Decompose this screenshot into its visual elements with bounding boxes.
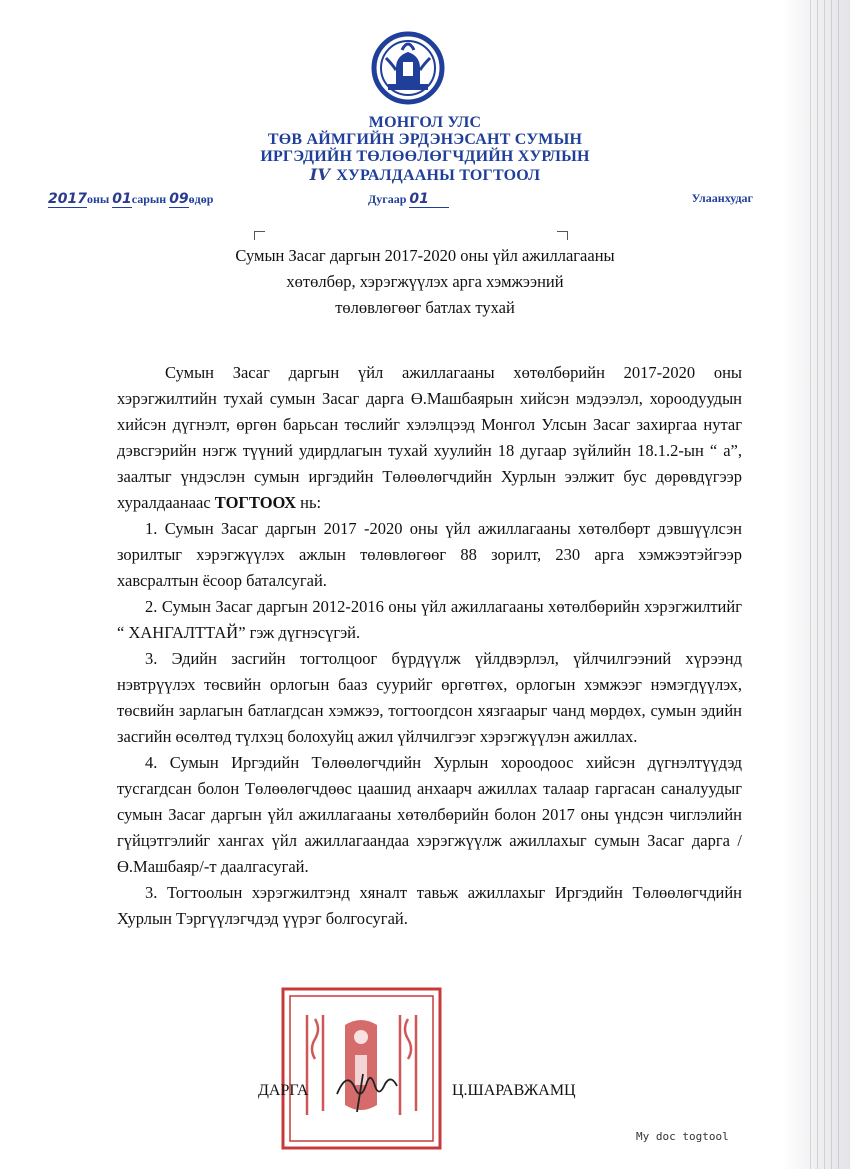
intro-text: Сумын Засаг даргын үйл ажиллагааны хөтөлбөрийн 2017-2020 оны хэрэгжилтийн тухай сумын Засаг дарга Ө.Машбаярын хийсэн мэдээлэл, хороодуудын хийсэн дүгнэлт, өргөн барьсан төслийг хэлэлцээд Монгол Улсын Засаг захиргаа нутаг дэвсгэрийн нэгж түүний удирдлагын тухай хуулийн 18 дугаар зүйлийн 18.1.2-ын “ а”, заалтыг үндэслэн сумын иргэдийн Төлөөлөгчдийн Хурлын ээлжит бус дөрөвдүгээр хуралдаанаас — [117, 363, 742, 512]
item-2: 2. Сумын Засаг даргын 2012-2016 оны үйл ажиллагааны хөтөлбөрийн хэрэгжилтийг “ ХАНГАЛТТАЙ” гэж дүгнэсүгэй. — [117, 597, 742, 642]
day-handwritten: 09 — [169, 191, 189, 207]
header-soum: ТӨВ АЙМГИЙН ЭРДЭНЭСАНТ СУМЫН — [267, 131, 583, 148]
footer-note: My doc togtool — [636, 1130, 729, 1143]
title-line-2: хөтөлбөр, хэрэгжүүлэх арга хэмжээний — [286, 272, 564, 291]
month-handwritten: 01 — [112, 191, 132, 207]
month-suffix: сарын — [131, 192, 167, 206]
title-corner-right — [557, 231, 568, 240]
item-1: 1. Сумын Засаг даргын 2017 -2020 оны үйл ажиллагааны хөтөлбөрт дэвшүүлсэн зорилтыг хэрэгжүүлэх ажлын төлөвлөгөөг 88 зорилт, 230 арга хэмжээтэйгээр хавсралтын ёсоор баталсугай. — [117, 519, 742, 590]
session-number-handwritten: IV — [309, 165, 331, 184]
item-3: 3. Эдийн засгийн тогтолцоог бүрдүүлж үйлдвэрлэл, үйлчилгээний хүрээнд нэвтрүүлэх төсвийн орлогын бааз суурийг өргөтгөх, орлогын хэмжээг нэмэгдүүлэх, төсвийн зарлагын батлагдсан хэмжээ, тогтоогдсон хязгаарыг чанд мөрдөх, сумын эдийн засгийн өсөлтөд түлхэц болохуйц ажил үйлчилгээг хэрэгжүүлэн ажиллах. — [117, 649, 742, 746]
year-suffix: оны — [86, 192, 110, 206]
item-4: 4. Сумын Иргэдийн Төлөөлөгчдийн Хурлын хороодоос хийсэн дүгнэлтүүдэд тусгагдсан болон Төлөөлөгчдөөс цаашид анхаарч ажиллах талаар гаргасан саналуудыг сумын Засаг даргын үйл ажиллагааны хөтөлбөрийн болон 2017 оны үндсэн чиглэлийн гүйцэтгэлийг хангах үйл ажиллагаандаа хэрэгжүүлж ажиллахыг сумын Засаг дарга /Ө.Машбаяр/-т даалгасугай. — [117, 753, 742, 876]
date-field — [48, 191, 213, 208]
title-corner-left — [254, 231, 265, 240]
resolution-body — [117, 360, 742, 932]
year-handwritten: 2017 — [48, 191, 87, 207]
header-resolution — [0, 165, 850, 185]
document-number — [368, 191, 449, 208]
resolve-keyword: ТОГТООХ — [214, 493, 296, 512]
intro-paragraph — [117, 360, 742, 516]
title-line-3: төлөвлөгөөг батлах тухай — [335, 298, 515, 317]
header-council: ИРГЭДИЙН ТӨЛӨӨЛӨГЧДИЙН ХУРЛЫН — [260, 148, 590, 165]
title-line-1: Сумын Засаг даргын 2017-2020 оны үйл ажиллагааны — [235, 246, 615, 265]
state-emblem-icon — [366, 30, 450, 106]
date-number-line — [48, 191, 753, 213]
signatory-position: ДАРГА — [258, 1082, 309, 1099]
handwritten-signature-icon — [333, 1064, 403, 1114]
day-suffix: өдөр — [188, 192, 214, 206]
number-label: Дугаар — [368, 192, 407, 206]
intro-end: нь: — [300, 493, 322, 512]
item-5: 3. Тогтоолын хэрэгжилтэнд хяналт тавьж ажиллахыг Иргэдийн Төлөөлөгчдийн Хурлын Тэргүүлэгчдэд үүрэг болгосугай. — [117, 883, 742, 928]
number-handwritten: 01 — [409, 191, 449, 208]
place-name: Улаанхудаг — [691, 191, 753, 205]
header-resolution-label: ХУРАЛДААНЫ ТОГТООЛ — [336, 167, 541, 184]
signatory-name: Ц.ШАРАВЖАМЦ — [452, 1082, 576, 1099]
header-country: МОНГОЛ УЛС — [368, 114, 482, 131]
